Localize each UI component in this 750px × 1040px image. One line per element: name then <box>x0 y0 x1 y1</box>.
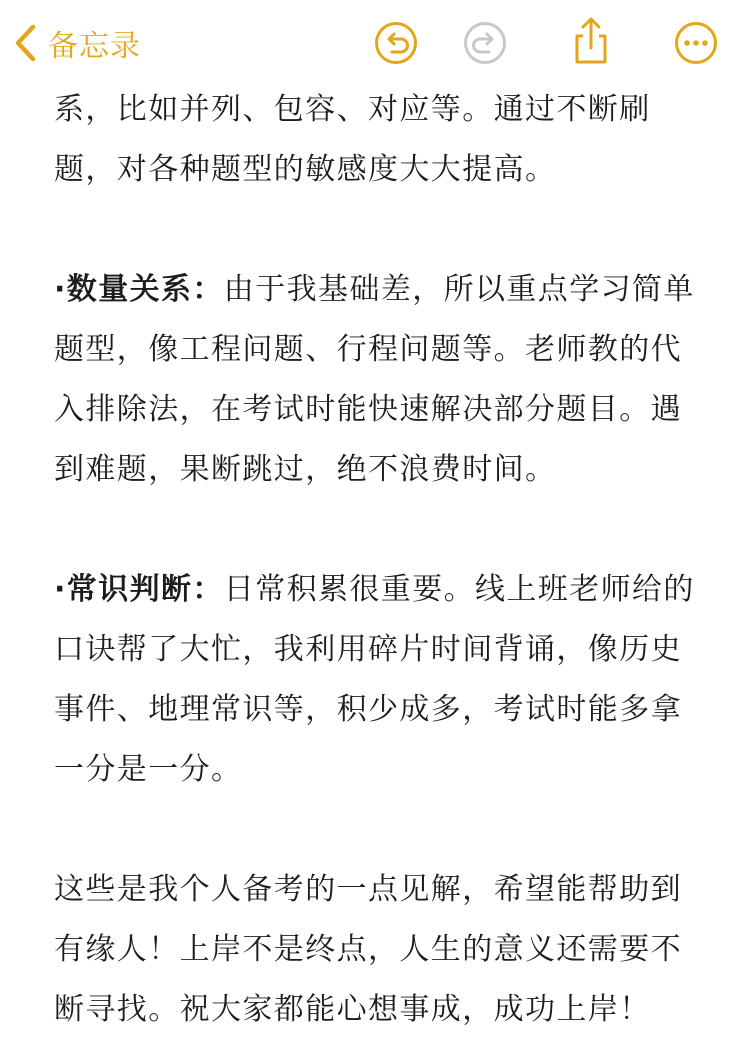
undo-icon <box>374 21 418 65</box>
bullet-text: 由于我基础差，所以重点学习简单题型，像工程问题、行程问题等。老师教的代入排除法，在考试时能快速解决部分题目。遇到难题，果断跳过，绝不浪费时间。 <box>54 272 695 487</box>
note-bullet-common-sense <box>54 560 704 800</box>
chevron-left-icon <box>12 23 38 63</box>
bullet-text: 日常积累很重要。线上班老师给的口诀帮了大忙，我利用碎片时间背诵，像历史事件、地理常识等，积少成多，考试时能多拿一分是一分。 <box>54 572 695 787</box>
note-paragraph: 这些是我个人备考的一点见解，希望能帮助到有缘人！上岸不是终点，人生的意义还需要不断寻找。祝大家都能心想事成，成功上岸！ <box>54 872 682 1027</box>
more-button[interactable] <box>674 21 718 65</box>
back-button[interactable] <box>12 18 141 68</box>
bullet-label: 数量关系： <box>66 272 224 307</box>
share-icon <box>569 16 613 66</box>
redo-button[interactable] <box>463 21 507 65</box>
bullet-dot: · <box>54 572 67 607</box>
more-icon <box>674 21 718 65</box>
bullet-dot: · <box>54 272 67 307</box>
share-button[interactable] <box>569 16 613 66</box>
note-bullet-quantitative <box>54 260 704 500</box>
undo-button[interactable] <box>374 21 418 65</box>
note-paragraph: 系，比如并列、包容、对应等。通过不断刷题，对各种题型的敏感度大大提高。 <box>54 92 651 187</box>
blank-line <box>54 200 704 260</box>
navigation-bar <box>0 0 750 88</box>
note-body[interactable] <box>54 80 704 1040</box>
bullet-label: 常识判断： <box>66 572 224 607</box>
blank-line <box>54 800 704 860</box>
blank-line <box>54 500 704 560</box>
redo-icon <box>463 21 507 65</box>
back-label: 备忘录 <box>48 29 141 64</box>
